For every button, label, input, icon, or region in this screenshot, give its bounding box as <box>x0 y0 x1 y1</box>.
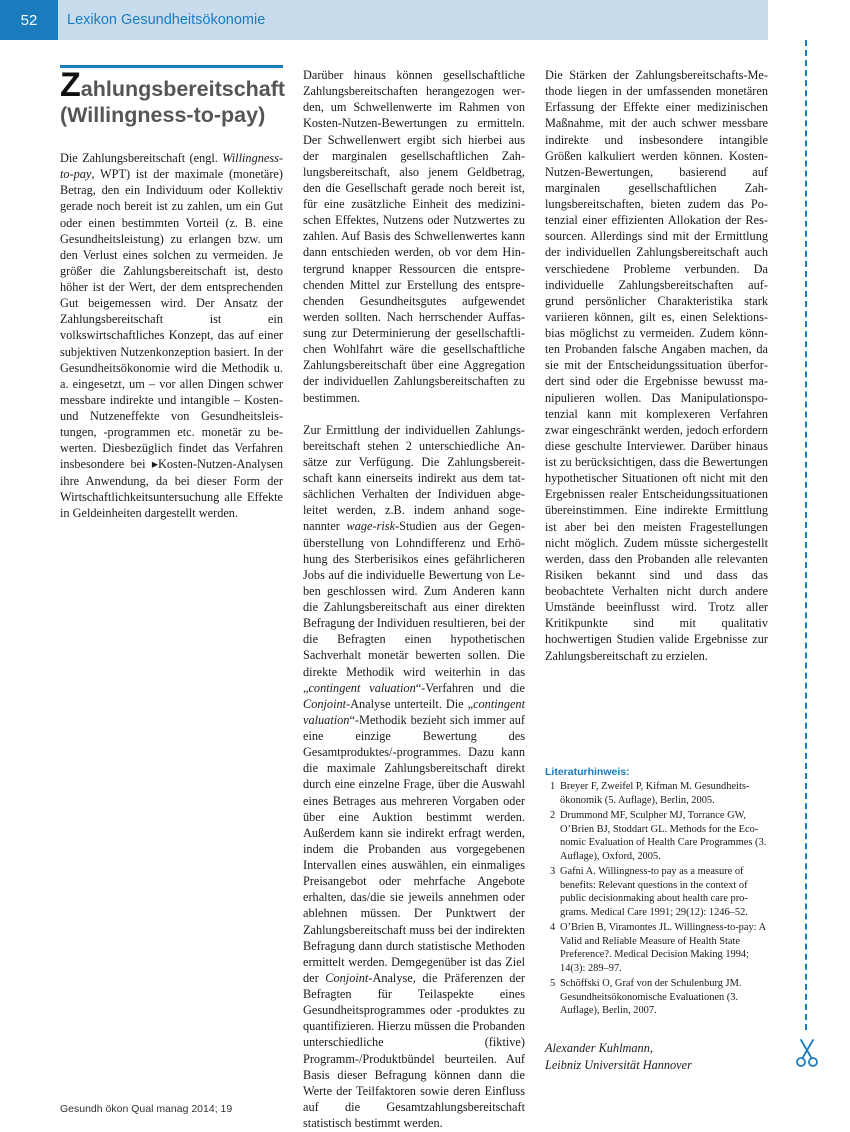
column-1 <box>60 150 283 521</box>
footer-citation: Gesundh ökon Qual manag 2014; 19 <box>60 1103 233 1115</box>
title-rule <box>60 65 283 68</box>
paragraph-methods: Zur Ermittlung der individuellen Zahlungsbereitschaft stehen 2 unterschiedliche Ansätze zur Verfügung. Die Zahlungsbereitschaft kann einerseits indirekt aus dem tatsächlichen Verhalten der Individuen abgeleitet werden, z.B. indem anhand sogenannter wage-risk-Studien aus der Gegenüberstellung von Lohndifferenz und Erhöhung des Sterberisikos eines gefährlicheren Jobs auf die individuelle Bewertung von Leben geschlossen wird. Zum Anderen kann die Zahlungsbereitschaft aus einer direkten Befragung der Individuen resultieren, bei der die Befragten einen hypothetischen Sachverhalt monetär bewerten sollen. Die direkte Methodik wird weiterhin in das „contingent valuation“-Verfahren und die Conjoint-Analyse unterteilt. Die „contingent valuation“-Methodik bezieht sich immer auf eine einzige Bewertung des Gesamtproduktes/-programmes. Dazu kann die maximale Zahlungsbereitschaft direkt durch eine einzelne Frage, über die Auswahl eines Betrages aus mehreren Vorgaben oder über eine Auktion bestimmt werden. Außerdem kann sie indirekt erfragt werden, indem die Probanden aus vorgegebenen Intervallen eines auswählen, ein einmaliges Preisangebot oder mehrfache Angebote erhalten, das/die sie jeweils annehmen oder ablehnen müssen. Der Punktwert der Zahlungsbereitschaft muss bei der indirekten Befragung dann durch statistische Methoden ermittelt werden. Demgegenüber ist das Ziel der Conjoint-Analyse, die Präferenzen der Befragten für Teilaspekte eines Gesundheitsprogrammes oder -produktes zu quantifizieren. Hierzu müssen die Probanden unterschiedliche (fiktive) Programm-/Produktbündel beurteilen. Auf Basis dieser Befragung können dann die Werte der Teilfaktoren sowie deren Einfluss auf die Gesamtzahlungsbereitschaft statistisch bestimmt werden. <box>303 422 526 1131</box>
title-main: ahlungsbereitschaft <box>80 77 286 101</box>
running-title: Lexikon Gesundheitsökonomie <box>67 12 266 28</box>
article-title <box>60 66 286 128</box>
reference-number: 5 <box>550 978 556 989</box>
paragraph-strengths: Die Stärken der Zahlungsbereitschafts-Methode liegen in der umfassenden monetären Erfassung der Effekte einer medizinischen Maßnahme, mit der auch schwer messbare indirekte und insbesondere intangible Größen kalkuliert werden können. Kosten-Nutzen-Bewertungen, basierend auf marginalen gesellschaftlichen Zahlungsbereitschaften, bieten zudem das Potenzial einer effizienten Allokation der Ressourcen. Allerdings sind mit der Ermittlung der individuellen Zahlungsbereitschaft auch verschiedene Probleme verbunden. Da individuelle Zahlungsbereitschaften aufgrund persönlicher Charakteristika stark variieren können, gilt es, einen Selektionsbias möglichst zu vermeiden. Zudem könnten Probanden falsche Angaben machen, da sie mit der Entscheidungssituation überfordert sind oder die Ergebnisse bewusst manipulieren wollen. Das Manipulationspotenzial kann mit komplexeren Verfahren zwar eingeschränkt werden, jedoch erfordern diese geschulte Interviewer. Darüber hinaus ist zu berücksichtigen, dass die Bewertungen hypothetischer Situationen oft nicht mit den Ergebnissen realer Entscheidungssituationen übereinstimmen. Eine indirekte Ermittlung ist aber bei den meisten Fragestellungen nicht möglich. Zudem müsste sichergestellt werden, dass den Probanden alle relevanten Risiken bekannt sind und dass das beobachtete Verhalten nicht durch andere Umstände beeinflusst wird. Trotz aller Kritikpunkte sind mit qualitativ hochwertigen Studien valide Ergebnisse zur Zahlungsbereitschaft zu erzielen. <box>545 68 768 663</box>
literature-heading: Literaturhinweis: <box>545 766 630 778</box>
column-2 <box>303 67 525 1131</box>
column-3 <box>545 67 768 664</box>
reference-number: 3 <box>550 866 556 877</box>
reference-item <box>545 977 768 1018</box>
reference-text: O’Brien B, Viramontes JL. Willingness-to-pay: A Valid and Reliable Measure of Health State Preference?. Medical Decision Making 1994; 14(3): 289–97. <box>560 922 766 974</box>
reference-list <box>545 780 768 1020</box>
paragraph-thresholds: Darüber hinaus können gesellschaftliche Zahlungsbereitschaften herangezogen werden, um Schwellenwerte im Rahmen von Kosten-Nutzen-Bewertungen zu ermitteln. Der Schwellenwert ergibt sich hierbei aus der marginalen gesellschaftlichen Zahlungsbereitschaft, also jenem Geldbetrag, den die Gesellschaft gerade noch bereit ist, für eine zusätzliche Einheit des medizinischen Effektes, Nutzens oder Nutzwertes zu zahlen. Auf Basis des Schwellenwertes kann dann entschieden werden, ob vor dem Hintergrund knapper Ressourcen die entsprechenden Mittel zur Erstellung des entsprechenden Gesundheitsgutes aufgewendet werden sollten. Nach herrschender Auffassung zur Determinierung der gesellschaftlichen Wohlfahrt wäre die gesellschaftliche Zahlungsbereitschaft über eine Aggregation der individuellen Zahlungsbereitschaften zu bestimmen. <box>303 68 525 405</box>
author-affiliation: Leibniz Universität Hannover <box>545 1058 692 1072</box>
author-block <box>545 1040 692 1074</box>
reference-item <box>545 921 768 975</box>
scissors-icon <box>795 1038 819 1068</box>
author-name: Alexander Kuhlmann, <box>545 1041 653 1055</box>
reference-text: Schöffski O, Graf von der Schulenburg JM. Gesundheitsökonomische Evaluationen (3. Auflage), Berlin, 2007. <box>560 978 742 1016</box>
reference-number: 2 <box>550 810 556 821</box>
reference-text: Breyer F, Zweifel P, Kifman M. Gesundheitsökonomik (5. Auflage), Berlin, 2005. <box>560 781 750 806</box>
reference-text: Drummond MF, Sculpher MJ, Torrance GW, O’Brien BJ, Stoddart GL. Methods for the Economic Evaluation of Health Care Programmes (3. Auflage), Oxford, 2005. <box>560 810 767 862</box>
reference-item <box>545 809 768 863</box>
reference-item <box>545 780 768 807</box>
reference-item <box>545 865 768 919</box>
page-number: 52 <box>0 0 58 40</box>
reference-number: 1 <box>550 781 556 792</box>
reference-text: Gafni A. Willingness-to pay as a measure of benefits: Relevant questions in the context of public decisionmaking about health care programs. Medical Care 1991; 29(12): 1246–52. <box>560 866 748 918</box>
title-subtitle: (Willingness-to-pay) <box>60 103 266 127</box>
paragraph-definition: Die Zahlungsbereitschaft (engl. Willingness-to-pay, WPT) ist der maximale (monetäre) Betrag, den ein Individuum oder Kollektiv gerade noch bereit ist zu zahlen, um ein Gut oder einen bestimmten Vorteil (z. B. eine Gesundheitsleistung) zu erlangen bzw. um den Verlust eines solchen zu vermeiden. Je größer die Zahlungsbereitschaft ist, desto höher ist der Wert, der dem entsprechenden Gut beigemessen wird. Der Ansatz der Zahlungsbereitschaft ist ein volkswirtschaftliches Konzept, das auf einer subjektiven Nutzenkonzeption basiert. In der Gesundheitsökonomie wird die Methodik u. a. eingesetzt, um – vor allen Dingen schwer messbare indirekte und intangible – Kosten- und Nutzeneffekte von Gesundheitsleistungen, -programmen etc. monetär zu bewerten. Diesbezüglich findet das Verfahren insbesondere bei ▸Kosten-Nutzen-Analysen ihre Anwendung, da bei dieser Form der Wirtschaftlichkeitsuntersuchung alle Effekte in Geldeinheiten dargestellt werden. <box>60 151 283 520</box>
reference-number: 4 <box>550 922 556 933</box>
title-initial: Z <box>60 66 81 104</box>
cut-line <box>805 40 807 1030</box>
